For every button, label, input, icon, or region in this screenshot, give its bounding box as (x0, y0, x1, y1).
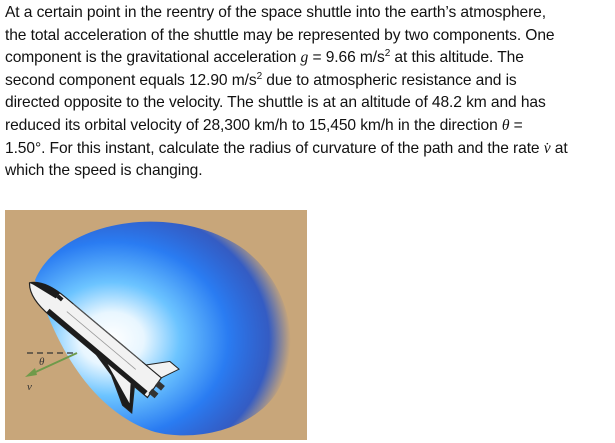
problem-line-4 (5, 70, 611, 93)
drag-exponent: 2 (256, 70, 263, 82)
v-label: v (27, 381, 32, 393)
theta-symbol: θ (501, 116, 510, 134)
g-symbol: g (300, 49, 309, 67)
problem-line-8: which the speed is changing. (5, 162, 203, 180)
problem-line-7-text: 1.50°. For this instant, calculate the radius of curvature of the path and the rate (5, 139, 544, 157)
velocity-arrowhead (25, 368, 37, 377)
g-exponent: 2 (384, 48, 391, 60)
vdot-symbol: v̇ (543, 139, 551, 157)
problem-line-5: directed opposite to the velocity. The shuttle is at an altitude of 48.2 km and has (5, 94, 546, 112)
velocity-arrow (29, 353, 77, 375)
problem-line-6 (5, 115, 611, 138)
problem-line-4-text: second component equals 12.90 m/s (5, 71, 257, 89)
problem-line-7 (5, 138, 611, 161)
problem-statement (5, 2, 611, 183)
problem-line-1: At a certain point in the reentry of the space shuttle into the earth’s atmosphere, (5, 4, 546, 21)
theta-equals: = (509, 116, 523, 134)
theta-label: θ (39, 356, 45, 368)
problem-line-3-text: component is the gravitational acceleration (5, 49, 301, 67)
shuttle-reentry-figure (5, 210, 307, 440)
problem-line-6-text: reduced its orbital velocity of 28,300 km/h to 15,450 km/h in the direction (5, 116, 502, 134)
shuttle-illustration (5, 210, 307, 440)
g-value: = 9.66 m/s (308, 49, 385, 67)
problem-line-2: the total acceleration of the shuttle may be represented by two components. One (5, 26, 555, 44)
line-4-tail: due to atmospheric resistance and is (262, 71, 517, 89)
g-tail: at this altitude. The (390, 49, 524, 67)
problem-line-3 (5, 47, 611, 70)
vdot-tail: at (550, 139, 568, 157)
